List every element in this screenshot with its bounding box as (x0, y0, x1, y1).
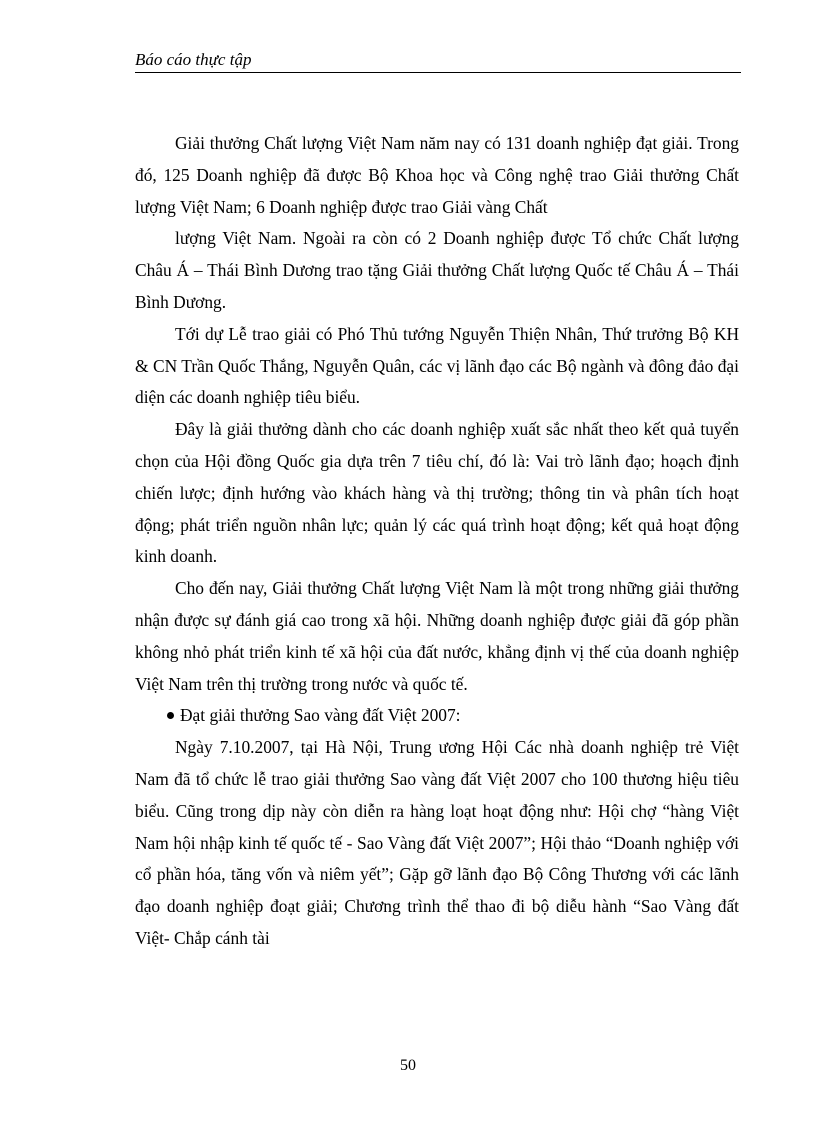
bullet-item (135, 700, 739, 732)
header-title: Báo cáo thực tập (135, 50, 252, 69)
paragraph-criteria: Đây là giải thưởng dành cho các doanh nghiệp xuất sắc nhất theo kết quả tuyển chọn của Hội đồng Quốc gia dựa trên 7 tiêu chí, đó là: Vai trò lãnh đạo; hoạch định chiến lược; định hướng vào khách hàng và thị trường; thông tin và phân tích hoạt động; phát triển nguồn nhân lực; quản lý các quá trình hoạt động; kết quả hoạt động kinh doanh. (135, 419, 739, 567)
paragraph-sao-vang: Ngày 7.10.2007, tại Hà Nội, Trung ương Hội Các nhà doanh nghiệp trẻ Việt Nam đã tổ chức lễ trao giải thưởng Sao vàng đất Việt 2007 cho 100 thương hiệu tiêu biểu. Cũng trong dịp này còn diễn ra hàng loạt hoạt động như: Hội chợ “hàng Việt Nam hội nhập kinh tế quốc tế - Sao Vàng đất Việt 2007”; Hội thảo “Doanh nghiệp với cổ phần hóa, tăng vốn và niêm yết”; Gặp gỡ lãnh đạo Bộ Công Thương với các lãnh đạo doanh nghiệp đoạt giải; Chương trình thể thao đi bộ diễu hành “Sao Vàng đất Việt- Chắp cánh tài (135, 737, 739, 948)
paragraph-asia-pacific: lượng Việt Nam. Ngoài ra còn có 2 Doanh nghiệp được Tổ chức Chất lượng Châu Á – Thái Bình Dương trao tặng Giải thưởng Chất lượng Quốc tế Châu Á – Thái Bình Dương. (135, 228, 739, 312)
bullet-text: Đạt giải thưởng Sao vàng đất Việt 2007: (180, 705, 461, 726)
paragraph-significance: Cho đến nay, Giải thưởng Chất lượng Việt Nam là một trong những giải thưởng nhận được sự đánh giá cao trong xã hội. Những doanh nghiệp được giải đã góp phần không nhỏ phát triển kinh tế xã hội của đất nước, khẳng định vị thế của doanh nghiệp Việt Nam trên thị trường trong nước và quốc tế. (135, 578, 739, 694)
document-body (135, 128, 739, 955)
page-number: 50 (400, 1057, 416, 1074)
page-header (135, 50, 741, 73)
paragraph-attendees: Tới dự Lễ trao giải có Phó Thủ tướng Nguyễn Thiện Nhân, Thứ trưởng Bộ KH & CN Trần Quốc Thắng, Nguyễn Quân, các vị lãnh đạo các Bộ ngành và đông đảo đại diện các doanh nghiệp tiêu biểu. (135, 323, 739, 408)
bullet-dot-icon (167, 712, 174, 719)
paragraph-award-count: Giải thưởng Chất lượng Việt Nam năm nay có 131 doanh nghiệp đạt giải. Trong đó, 125 Doanh nghiệp đã được Bộ Khoa học và Công nghệ trao Giải thưởng Chất lượng Việt Nam; 6 Doanh nghiệp được trao Giải vàng Chất (135, 133, 739, 217)
